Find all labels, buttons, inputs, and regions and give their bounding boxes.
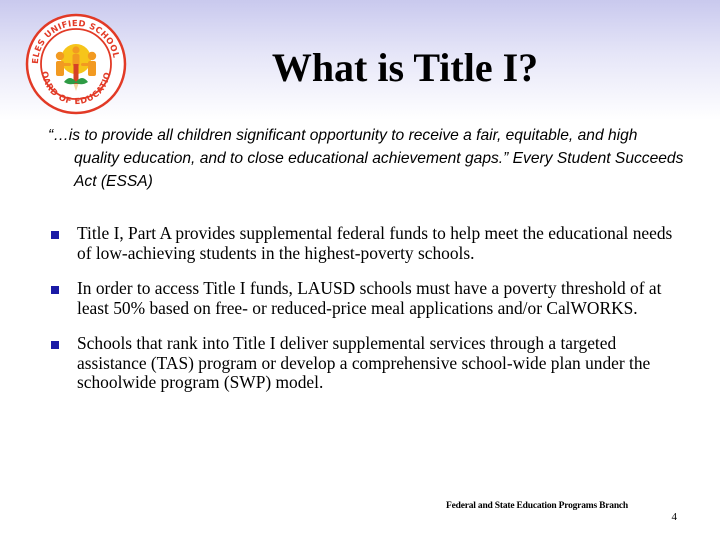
bullet-text: Schools that rank into Title I deliver supplemental services through a targeted assistance (TAS) program or develop a comprehensive school-wide plan under the schoolwide program (SWP) model. — [77, 333, 651, 392]
list-item — [50, 334, 690, 393]
square-bullet-icon — [51, 231, 59, 239]
essa-quote: “…is to provide all children significant opportunity to receive a fair, equitable, and high quality education, and to close educational achievement gaps.” Every Student Succeeds Act (ESSA) — [48, 127, 684, 190]
list-item — [50, 279, 690, 318]
seal-ring-bottom-text: OARD OF EDUCATIO — [39, 70, 113, 107]
bullet-text: Title I, Part A provides supplemental federal funds to help meet the educational needs of low-achieving students in the highest-poverty schools. — [77, 223, 673, 263]
square-bullet-icon — [51, 286, 59, 294]
bullet-list — [50, 224, 690, 409]
square-bullet-icon — [51, 341, 59, 349]
list-item — [50, 224, 690, 263]
bullet-text: In order to access Title I funds, LAUSD schools must have a poverty threshold of at least 50% based on free- or reduced-price meal applications and/or CalWORKS. — [77, 278, 662, 318]
lausd-seal-icon — [24, 12, 128, 116]
seal-ring-top-text: ELES UNIFIED SCHOOL — [29, 17, 122, 65]
page-number: 4 — [671, 511, 677, 523]
footer-branch: Federal and State Education Programs Branch — [446, 501, 629, 511]
slide-title: What is Title I? — [271, 45, 539, 90]
